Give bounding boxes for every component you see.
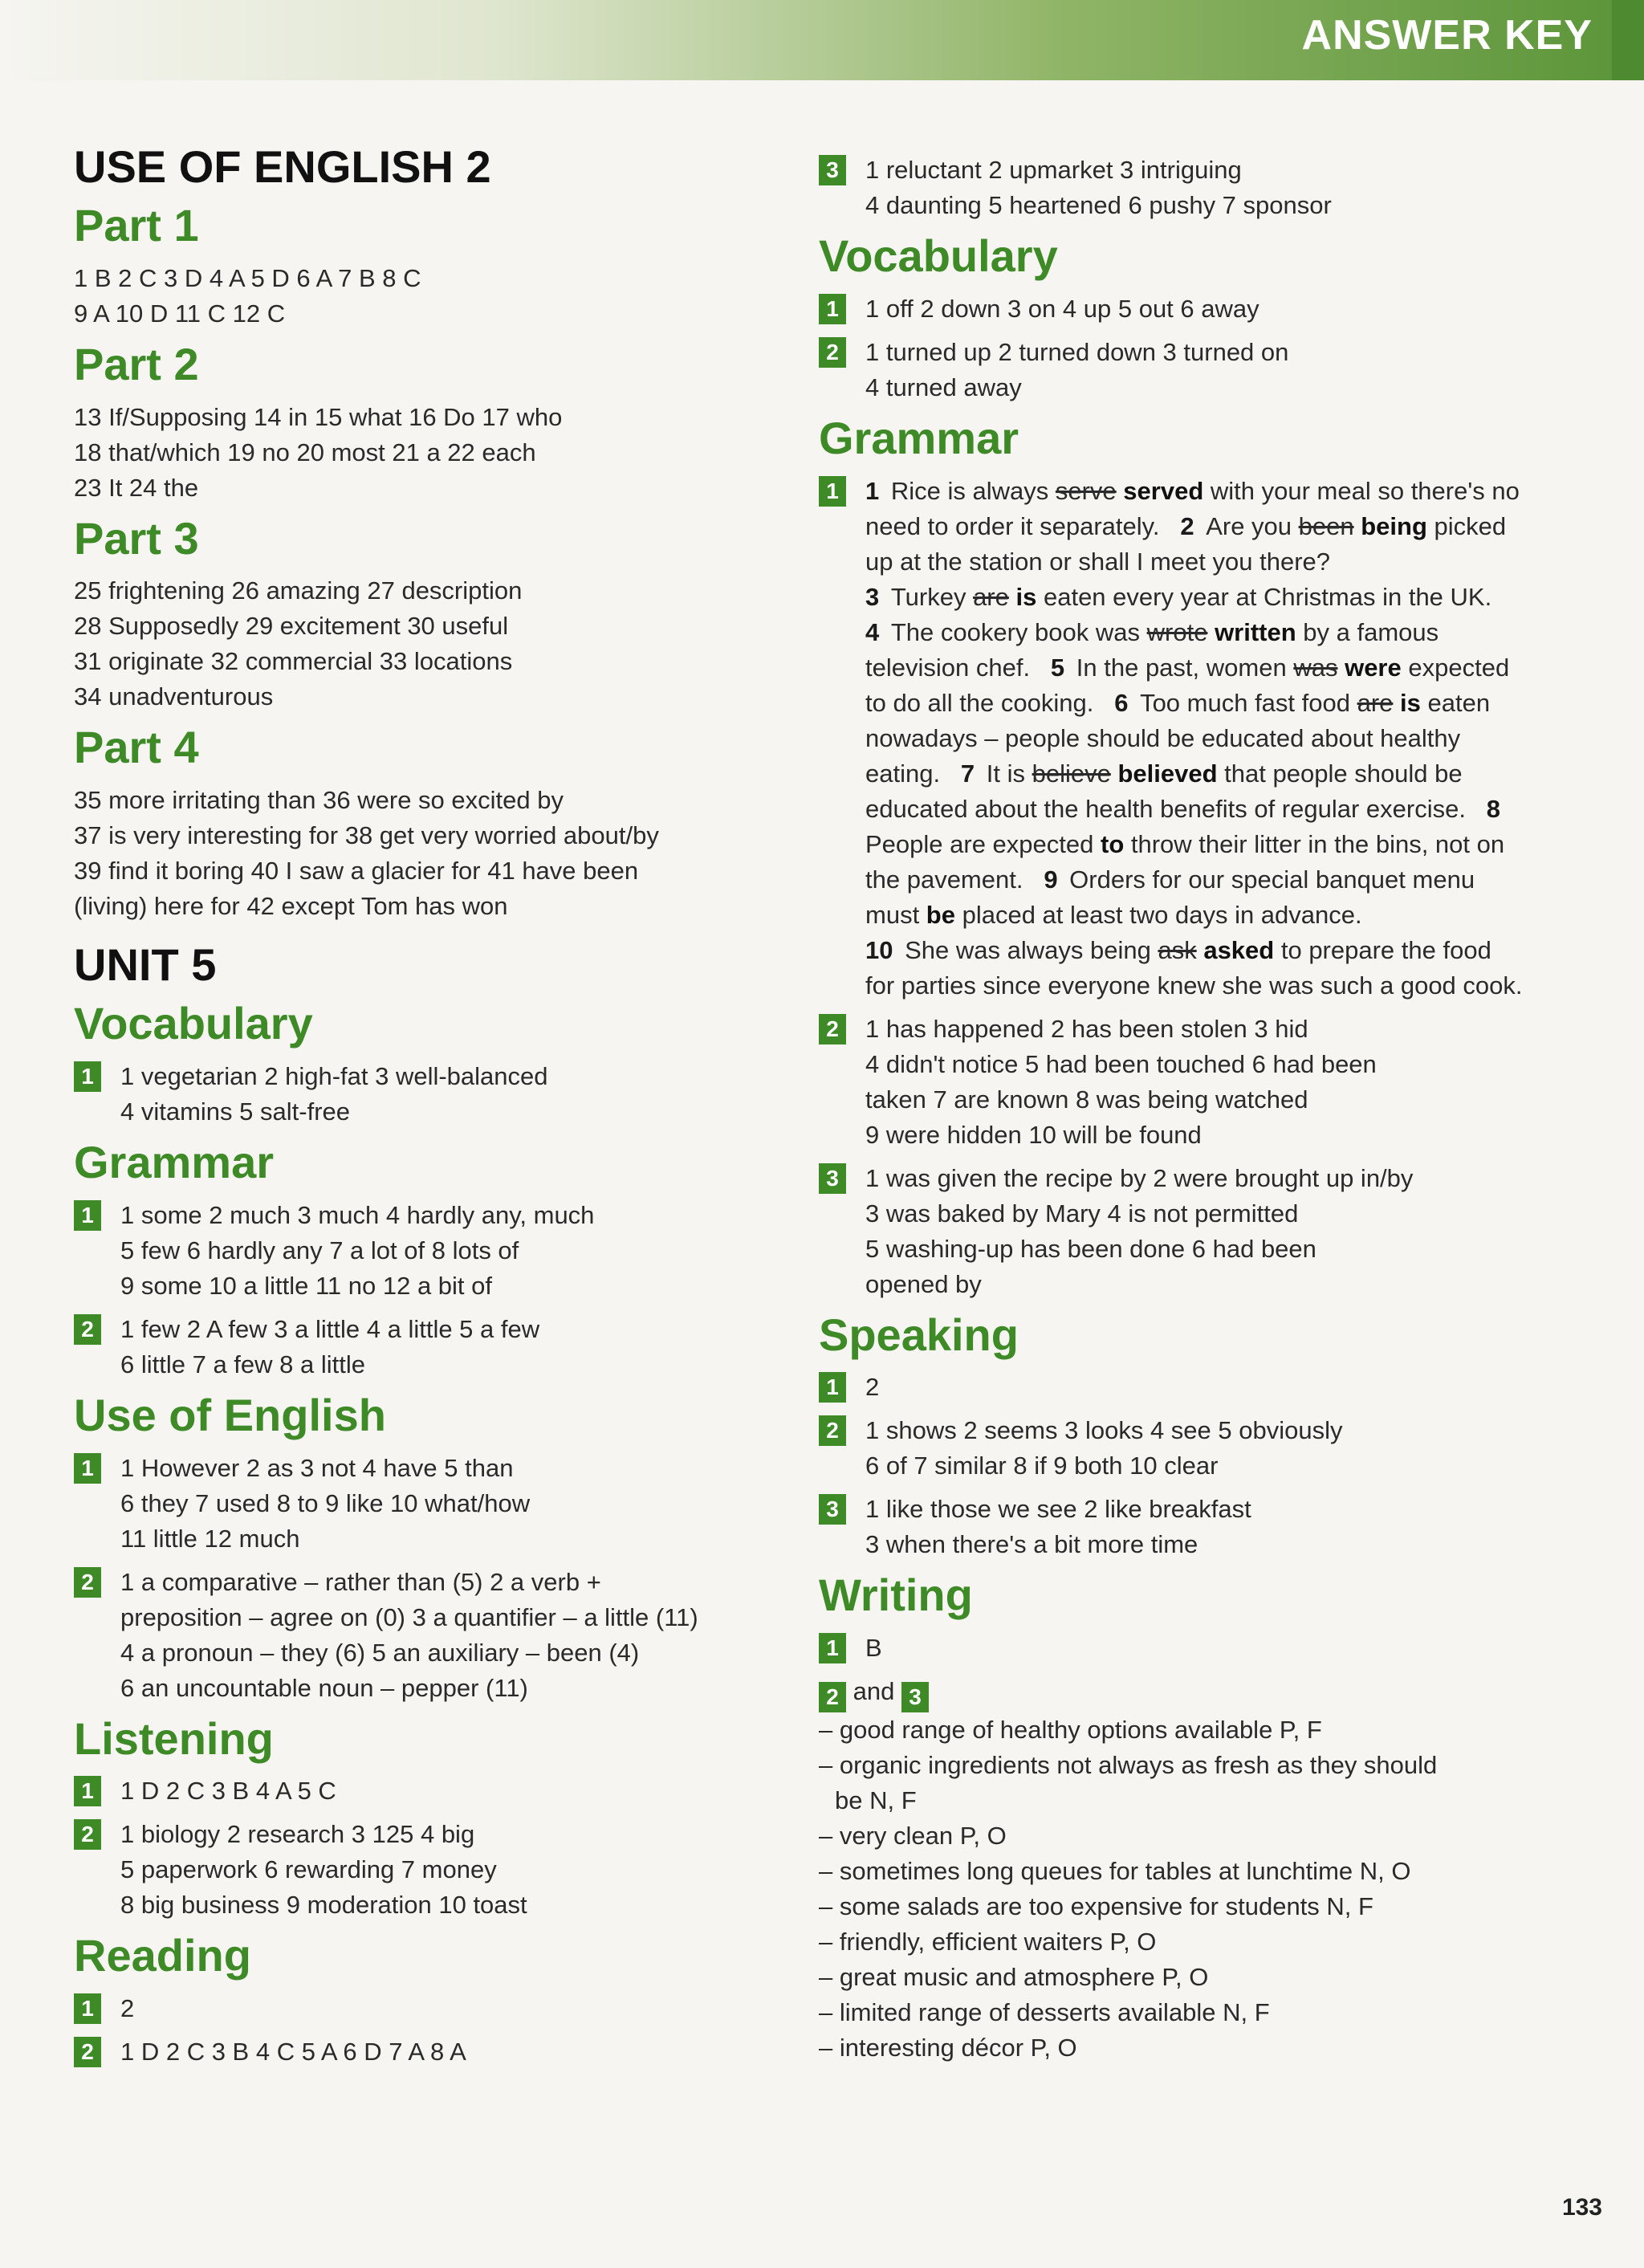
part-1-title: Part 1: [74, 200, 199, 250]
exercise-number-badge: 1: [74, 1993, 101, 2024]
vocabulary-title: Vocabulary: [819, 230, 1058, 281]
correction-item: 5 In the past, women was were expected to do all the cooking.: [865, 653, 1510, 717]
exercise-2: [74, 1565, 780, 1706]
part-2-answers: [74, 400, 780, 506]
exercise-number-badge: 1: [819, 294, 846, 324]
exercise-number-badge: 1: [819, 1633, 846, 1663]
answer-line: 11 little 12 much: [120, 1524, 300, 1553]
exercise-number-badge: 1: [74, 1453, 101, 1484]
answer-line: 25 frightening 26 amazing 27 description: [74, 576, 523, 605]
exercise-1: [819, 1631, 1525, 1666]
exercise-number-badge: 2: [819, 337, 846, 368]
grammar-corrections-paragraph: [865, 474, 1525, 1004]
answer-line: 1 some 2 much 3 much 4 hardly any, much: [120, 1200, 595, 1229]
exercise-1: [819, 291, 1525, 327]
exercise-number-badge: 1: [74, 1200, 101, 1231]
answer-key-banner: [0, 0, 1644, 80]
answer-line: 37 is very interesting for 38 get very worried about/by: [74, 821, 659, 850]
answer-line: 8 big business 9 moderation 10 toast: [120, 1891, 527, 1920]
answer-line: 1 D 2 C 3 B 4 A 5 C: [120, 1777, 336, 1806]
answer-line: 18 that/which 19 no 20 most 21 a 22 each: [74, 438, 536, 466]
exercise-1: [74, 1773, 780, 1809]
answer-line: 6 of 7 similar 8 if 9 both 10 clear: [865, 1452, 1219, 1480]
part-4-title: Part 4: [74, 722, 199, 773]
answer-line: 1 D 2 C 3 B 4 C 5 A 6 D 7 A 8 A: [120, 2038, 466, 2066]
exercise-2: [819, 335, 1525, 405]
answer-line: 5 washing-up has been done 6 had been: [865, 1234, 1316, 1263]
correction-item: 7 It is believe believed that people should be educated about the health benefits of regular exercise.: [865, 759, 1466, 823]
answer-line: 4 didn't notice 5 had been touched 6 had been: [865, 1049, 1377, 1078]
part-1-answers: [74, 261, 780, 332]
answer-line: 2: [865, 1373, 880, 1402]
banner-edge-block: [1612, 0, 1644, 80]
correction-item: 10 She was always being ask asked to prepare the food for parties since everyone knew she was such a good cook.: [865, 935, 1523, 1000]
list-item: be N, F: [835, 1786, 917, 1815]
answer-line: 34 unadventurous: [74, 682, 274, 711]
exercise-number-badge: 2: [819, 1415, 846, 1446]
answer-line: preposition – agree on (0) 3 a quantifier – a little (11): [120, 1602, 698, 1631]
exercise-number-badge: 2: [819, 1014, 846, 1044]
part-2-title: Part 2: [74, 338, 199, 389]
grammar-title: Grammar: [819, 412, 1019, 463]
answer-line: taken 7 are known 8 was being watched: [865, 1085, 1308, 1114]
correction-item: 6 Too much fast food are is eaten nowadays – people should be educated about healthy eating.: [865, 688, 1491, 788]
part-3-title: Part 3: [74, 512, 199, 564]
correction-item: 4 The cookery book was wrote written by a famous television chef.: [865, 617, 1439, 682]
answer-line: 13 If/Supposing 14 in 15 what 16 Do 17 who: [74, 402, 563, 431]
answer-line: 31 originate 32 commercial 33 locations: [74, 647, 513, 676]
exercise-number-badge: 2: [819, 1682, 846, 1712]
answer-line: 1 off 2 down 3 on 4 up 5 out 6 away: [865, 294, 1259, 323]
right-column: [819, 153, 1525, 2066]
part-3-answers: [74, 573, 780, 715]
unit-title-use-of-english-2: USE OF ENGLISH 2: [74, 141, 491, 192]
answer-line: 1 like those we see 2 like breakfast: [865, 1495, 1251, 1524]
exercise-number-badge: 1: [819, 1372, 846, 1403]
answer-line: 4 a pronoun – they (6) 5 an auxiliary – been (4): [120, 1638, 640, 1667]
exercise-number-badge: 3: [819, 1163, 846, 1194]
exercise-2: [819, 1413, 1525, 1484]
correction-item: 3 Turkey are is eaten every year at Christmas in the UK.: [865, 582, 1492, 611]
exercise-3: [819, 1161, 1525, 1302]
answer-line: 23 It 24 the: [74, 473, 199, 502]
exercise-number-badge: 2: [74, 1314, 101, 1345]
answer-line: 1 vegetarian 2 high-fat 3 well-balanced: [120, 1061, 548, 1090]
answer-line: 35 more irritating than 36 were so excited by: [74, 786, 564, 815]
answer-line: 4 vitamins 5 salt-free: [120, 1097, 350, 1126]
use-of-english-title: Use of English: [74, 1389, 386, 1440]
answer-line: B: [865, 1634, 882, 1663]
exercise-number-badge: 1: [819, 476, 846, 507]
exercise-number-badge: 3: [901, 1682, 929, 1712]
answer-line: (living) here for 42 except Tom has won: [74, 892, 508, 921]
answer-line: 1 few 2 A few 3 a little 4 a little 5 a few: [120, 1314, 540, 1343]
exercise-2: [74, 2034, 780, 2070]
part-4-answers: [74, 783, 780, 924]
exercise-number-badge: 2: [74, 1567, 101, 1598]
vocabulary-title: Vocabulary: [74, 998, 313, 1049]
answer-line: 2: [120, 1994, 135, 2023]
answer-line: 3 was baked by Mary 4 is not permitted: [865, 1199, 1299, 1228]
answer-line: 9 A 10 D 11 C 12 C: [74, 299, 286, 328]
answer-line: 1 B 2 C 3 D 4 A 5 D 6 A 7 B 8 C: [74, 263, 421, 292]
answer-line: 6 they 7 used 8 to 9 like 10 what/how: [120, 1488, 531, 1517]
unit-5-title: UNIT 5: [74, 939, 217, 991]
answer-line: 1 turned up 2 turned down 3 turned on: [865, 337, 1289, 366]
exercise-3: [819, 153, 1525, 223]
exercise-1: [819, 474, 1525, 1004]
exercise-1: [74, 1451, 780, 1557]
grammar-title: Grammar: [74, 1136, 275, 1187]
correction-item: 8 People are expected to throw their litter in the bins, not on the pavement.: [865, 794, 1505, 894]
list-item: – organic ingredients not always as fresh as they should: [819, 1751, 1438, 1780]
list-item: – friendly, efficient waiters P, O: [819, 1928, 1157, 1957]
answer-line: 1 However 2 as 3 not 4 have 5 than: [120, 1453, 514, 1482]
exercise-number-badge: 3: [819, 1494, 846, 1525]
answer-line: 1 was given the recipe by 2 were brought up in/by: [865, 1163, 1414, 1192]
exercise-number-badge: 3: [819, 155, 846, 185]
list-item: – very clean P, O: [819, 1822, 1007, 1851]
exercise-number-badge: 1: [74, 1776, 101, 1806]
exercise-1: [74, 1059, 780, 1130]
listening-title: Listening: [74, 1712, 274, 1764]
writing-bullet-list: [819, 1712, 1525, 2066]
answer-line: 3 when there's a bit more time: [865, 1530, 1198, 1559]
list-item: – good range of healthy options available P, F: [819, 1716, 1322, 1745]
exercise-2: [74, 1817, 780, 1923]
answer-line: 1 has happened 2 has been stolen 3 hid: [865, 1014, 1308, 1043]
page-number: 133: [1561, 2194, 1602, 2221]
answer-line: 1 biology 2 research 3 125 4 big: [120, 1820, 475, 1849]
list-item: – great music and atmosphere P, O: [819, 1963, 1209, 1992]
exercise-1: [819, 1370, 1525, 1405]
answer-line: 28 Supposedly 29 excitement 30 useful: [74, 612, 509, 641]
banner-title: ANSWER KEY: [1301, 12, 1593, 59]
answer-line: 9 were hidden 10 will be found: [865, 1120, 1202, 1149]
exercise-1: [74, 1198, 780, 1304]
answer-line: 4 turned away: [865, 373, 1022, 401]
exercise-number-badge: 1: [74, 1061, 101, 1092]
list-item: – limited range of desserts available N, F: [819, 1998, 1270, 2027]
answer-line: 1 a comparative – rather than (5) 2 a verb +: [120, 1567, 601, 1596]
speaking-title: Speaking: [819, 1309, 1019, 1360]
answer-line: 6 an uncountable noun – pepper (11): [120, 1673, 528, 1702]
answer-line: 5 paperwork 6 rewarding 7 money: [120, 1855, 497, 1884]
answer-line: 1 reluctant 2 upmarket 3 intriguing: [865, 156, 1242, 184]
list-item: – sometimes long queues for tables at lunchtime N, O: [819, 1857, 1411, 1886]
exercise-2-and-3-heading: [819, 1674, 1525, 1712]
correction-item: 9 Orders for our special banquet menu must be placed at least two days in advance.: [865, 865, 1475, 929]
correction-item: 1 Rice is always serve served with your meal so there's no need to order it separately.: [865, 476, 1520, 540]
writing-title: Writing: [819, 1570, 973, 1621]
correction-item: 2 Are you been being picked up at the station or shall I meet you there?: [865, 511, 1507, 576]
exercise-number-badge: 2: [74, 1819, 101, 1850]
answer-line: opened by: [865, 1269, 982, 1298]
exercise-number-badge: 2: [74, 2037, 101, 2067]
left-column: [74, 140, 780, 2078]
list-item: – interesting décor P, O: [819, 2034, 1077, 2062]
answer-line: 1 shows 2 seems 3 looks 4 see 5 obviously: [865, 1416, 1343, 1445]
answer-line: 9 some 10 a little 11 no 12 a bit of: [120, 1271, 493, 1300]
list-item: – some salads are too expensive for students N, F: [819, 1892, 1373, 1921]
exercise-2: [74, 1312, 780, 1382]
exercise-3: [819, 1492, 1525, 1562]
reading-title: Reading: [74, 1930, 251, 1981]
exercise-1: [74, 1991, 780, 2026]
answer-line: 5 few 6 hardly any 7 a lot of 8 lots of: [120, 1236, 519, 1264]
answer-line: 6 little 7 a few 8 a little: [120, 1350, 365, 1378]
answer-line: 39 find it boring 40 I saw a glacier for 41 have been: [74, 857, 639, 886]
exercise-2: [819, 1012, 1525, 1153]
and-label: and: [853, 1677, 895, 1706]
answer-line: 4 daunting 5 heartened 6 pushy 7 sponsor: [865, 191, 1332, 219]
